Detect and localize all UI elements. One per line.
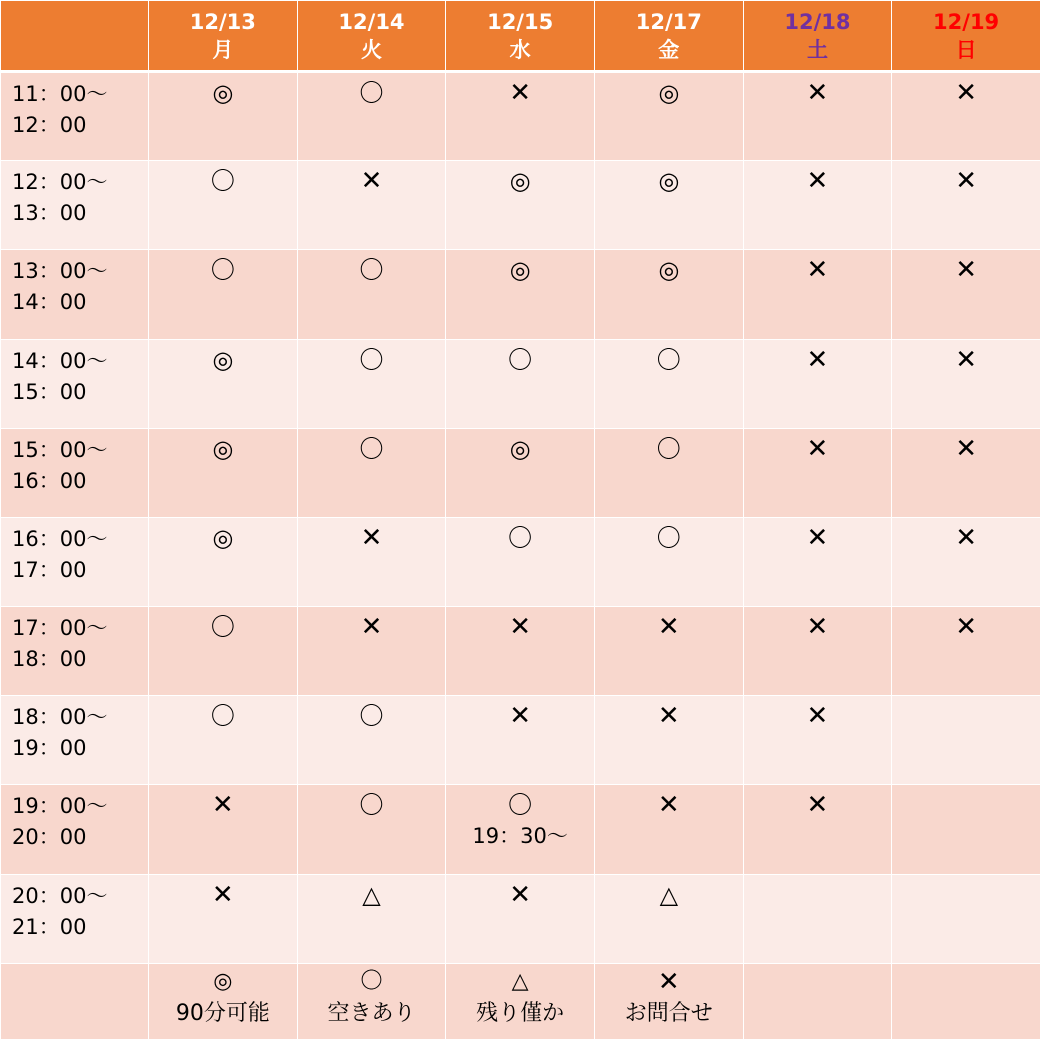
availability-mark: ✕ <box>806 255 829 286</box>
legend-label: 空きあり <box>327 1000 416 1026</box>
legend-empty-cell <box>743 963 892 1039</box>
time-slot-row <box>1 339 1040 428</box>
legend-empty-cell <box>892 963 1040 1039</box>
time-slot-row <box>1 785 1040 874</box>
legend-label: 90分可能 <box>175 1000 270 1026</box>
availability-cell <box>594 339 743 428</box>
day-weekday: 月 <box>212 37 234 62</box>
day-weekday: 水 <box>509 37 531 62</box>
availability-mark: ◎ <box>212 345 234 374</box>
legend-item <box>297 963 446 1039</box>
availability-mark <box>892 700 1040 732</box>
availability-mark: ◎ <box>212 434 234 463</box>
availability-cell <box>594 696 743 785</box>
availability-cell <box>297 428 446 517</box>
availability-cell <box>149 428 298 517</box>
availability-mark: ✕ <box>806 433 829 464</box>
availability-cell <box>743 161 892 250</box>
availability-cell <box>297 517 446 606</box>
availability-cell <box>297 72 446 161</box>
availability-cell <box>149 161 298 250</box>
availability-mark: ✕ <box>211 879 234 910</box>
availability-mark: ◎ <box>658 79 680 107</box>
availability-cell <box>446 874 595 963</box>
availability-mark: ✕ <box>955 522 977 553</box>
availability-mark: ✕ <box>955 166 977 197</box>
time-end: 18：00 <box>12 647 87 672</box>
availability-cell <box>149 339 298 428</box>
availability-cell <box>297 161 446 250</box>
availability-cell <box>594 72 743 161</box>
time-end: 14：00 <box>12 290 87 315</box>
availability-mark: ✕ <box>509 612 532 643</box>
availability-cell <box>594 250 743 339</box>
day-date: 12/19 <box>933 9 1000 34</box>
legend-item <box>446 963 595 1039</box>
availability-mark: 〇 <box>656 523 681 552</box>
day-header-12-15 <box>446 1 595 72</box>
time-slot-label <box>1 339 149 428</box>
time-end: 20：00 <box>12 825 87 850</box>
availability-mark: ✕ <box>360 612 383 643</box>
time-start: 13：00～ <box>12 259 108 284</box>
availability-cell <box>446 785 595 874</box>
availability-mark: ✕ <box>509 701 532 732</box>
availability-mark: ✕ <box>360 166 383 197</box>
time-slot-row <box>1 72 1040 161</box>
legend-item <box>594 963 743 1039</box>
availability-mark: △ <box>659 880 679 909</box>
availability-cell <box>149 72 298 161</box>
availability-mark: ✕ <box>806 166 829 197</box>
availability-cell <box>743 874 892 963</box>
availability-cell <box>297 339 446 428</box>
time-slot-row <box>1 696 1040 785</box>
availability-cell <box>594 785 743 874</box>
availability-cell <box>743 785 892 874</box>
availability-mark: 〇 <box>359 256 384 285</box>
availability-mark: 〇 <box>359 791 384 820</box>
availability-mark: ✕ <box>806 344 829 375</box>
availability-mark: ◎ <box>212 79 234 107</box>
availability-mark: ✕ <box>806 701 829 732</box>
legend-corner <box>1 963 149 1039</box>
time-slot-label <box>1 72 149 161</box>
day-header-12-14 <box>297 1 446 72</box>
availability-mark: 〇 <box>210 167 235 196</box>
availability-mark: ✕ <box>955 433 977 464</box>
time-start: 17：00～ <box>12 616 108 641</box>
availability-note: 19：30～ <box>472 824 568 849</box>
time-start: 11：00～ <box>12 82 108 106</box>
availability-mark: ✕ <box>806 790 829 821</box>
availability-cell <box>743 72 892 161</box>
day-date: 12/18 <box>784 9 851 34</box>
time-slot-row <box>1 607 1040 696</box>
availability-cell <box>743 339 892 428</box>
time-end: 13：00 <box>12 201 87 226</box>
availability-cell <box>743 428 892 517</box>
day-date: 12/15 <box>487 9 554 34</box>
availability-cell <box>446 161 595 250</box>
legend-row <box>1 963 1040 1039</box>
availability-mark: 〇 <box>359 79 384 107</box>
day-date: 12/17 <box>635 9 702 34</box>
availability-cell <box>743 517 892 606</box>
availability-cell <box>297 607 446 696</box>
time-end: 16：00 <box>12 468 87 493</box>
availability-mark: 〇 <box>508 791 533 820</box>
availability-cell <box>149 785 298 874</box>
availability-mark: 〇 <box>359 345 384 374</box>
schedule-body <box>1 72 1040 1040</box>
availability-cell <box>446 72 595 161</box>
time-start: 19：00～ <box>12 794 108 819</box>
availability-cell <box>297 250 446 339</box>
availability-mark: ◎ <box>212 523 234 552</box>
availability-mark: 〇 <box>359 702 384 731</box>
availability-mark: 〇 <box>210 256 235 285</box>
availability-cell <box>446 339 595 428</box>
availability-cell <box>297 874 446 963</box>
availability-mark: ✕ <box>211 790 234 821</box>
availability-mark: ✕ <box>955 612 977 643</box>
time-start: 15：00～ <box>12 437 108 462</box>
availability-cell <box>892 517 1040 606</box>
availability-mark: ✕ <box>509 879 532 910</box>
availability-mark: ✕ <box>509 78 532 108</box>
availability-cell <box>446 250 595 339</box>
availability-cell <box>892 785 1040 874</box>
availability-cell <box>594 607 743 696</box>
time-start: 20：00～ <box>12 883 108 908</box>
legend-mark: ◎ <box>213 968 233 994</box>
day-date: 12/14 <box>338 9 405 34</box>
availability-mark: 〇 <box>508 345 533 374</box>
availability-cell <box>892 250 1040 339</box>
availability-mark <box>892 789 1040 821</box>
legend-label: 残り僅か <box>476 1000 565 1026</box>
availability-mark: ◎ <box>509 256 531 285</box>
day-weekday: 火 <box>360 37 382 62</box>
day-header-12-18 <box>743 1 892 72</box>
availability-mark <box>744 879 892 911</box>
availability-cell <box>743 607 892 696</box>
availability-mark: ✕ <box>955 255 977 286</box>
availability-mark: ✕ <box>657 701 680 732</box>
availability-mark: ✕ <box>955 344 977 375</box>
day-date: 12/13 <box>189 9 256 34</box>
availability-mark: 〇 <box>656 434 681 463</box>
time-start: 16：00～ <box>12 526 108 551</box>
availability-mark: ◎ <box>509 434 531 463</box>
availability-cell <box>149 607 298 696</box>
availability-cell <box>149 517 298 606</box>
time-slot-label <box>1 874 149 963</box>
time-slot-row <box>1 161 1040 250</box>
availability-mark: 〇 <box>656 345 681 374</box>
availability-cell <box>892 339 1040 428</box>
availability-mark <box>892 879 1040 911</box>
day-weekday: 金 <box>658 37 680 62</box>
time-end: 17：00 <box>12 557 87 582</box>
legend-item <box>149 963 298 1039</box>
time-start: 12：00～ <box>12 170 108 195</box>
availability-cell <box>149 874 298 963</box>
time-slot-label <box>1 517 149 606</box>
day-weekday: 日 <box>955 37 977 62</box>
availability-cell <box>297 696 446 785</box>
legend-mark: 〇 <box>360 968 383 994</box>
time-slot-row <box>1 517 1040 606</box>
availability-cell <box>446 517 595 606</box>
time-slot-label <box>1 696 149 785</box>
legend-label: お問合せ <box>624 1000 713 1026</box>
day-weekday: 土 <box>806 37 828 62</box>
availability-cell <box>446 696 595 785</box>
availability-cell <box>594 874 743 963</box>
availability-mark: 〇 <box>210 613 235 642</box>
time-slot-label <box>1 161 149 250</box>
availability-mark: 〇 <box>508 523 533 552</box>
availability-mark: ◎ <box>509 167 531 196</box>
time-slot-row <box>1 428 1040 517</box>
availability-mark: 〇 <box>359 434 384 463</box>
availability-cell <box>594 517 743 606</box>
corner-cell <box>1 1 149 72</box>
availability-cell <box>149 696 298 785</box>
availability-cell <box>446 607 595 696</box>
availability-cell <box>594 428 743 517</box>
time-slot-label <box>1 607 149 696</box>
availability-mark: 〇 <box>210 702 235 731</box>
availability-cell <box>892 72 1040 161</box>
availability-mark: ◎ <box>658 256 680 285</box>
availability-cell <box>892 607 1040 696</box>
availability-mark: ◎ <box>658 167 680 196</box>
availability-cell <box>297 785 446 874</box>
availability-cell <box>743 250 892 339</box>
availability-cell <box>892 874 1040 963</box>
legend-mark: ✕ <box>657 966 680 997</box>
availability-mark: △ <box>362 880 381 909</box>
day-header-12-13 <box>149 1 298 72</box>
availability-mark: ✕ <box>955 78 977 108</box>
day-header-12-17 <box>594 1 743 72</box>
time-end: 12：00 <box>12 113 87 137</box>
time-start: 14：00～ <box>12 348 108 373</box>
availability-cell <box>594 161 743 250</box>
availability-mark: ✕ <box>806 612 829 643</box>
time-end: 21：00 <box>12 914 87 939</box>
availability-mark: ✕ <box>360 522 383 553</box>
availability-mark: ✕ <box>657 790 680 821</box>
day-header-12-19 <box>892 1 1040 72</box>
time-end: 19：00 <box>12 736 87 761</box>
availability-mark: ✕ <box>806 78 829 108</box>
time-slot-row <box>1 250 1040 339</box>
time-end: 15：00 <box>12 379 87 404</box>
availability-cell <box>892 161 1040 250</box>
schedule-header <box>1 1 1040 72</box>
availability-cell <box>446 428 595 517</box>
time-slot-label <box>1 250 149 339</box>
availability-mark: ✕ <box>806 522 829 553</box>
time-start: 18：00～ <box>12 705 108 730</box>
legend-mark: △ <box>511 968 529 994</box>
availability-mark: ✕ <box>657 612 680 643</box>
availability-cell <box>149 250 298 339</box>
time-slot-label <box>1 428 149 517</box>
availability-cell <box>892 428 1040 517</box>
time-slot-row <box>1 874 1040 963</box>
availability-cell <box>892 696 1040 785</box>
time-slot-label <box>1 785 149 874</box>
availability-cell <box>743 696 892 785</box>
